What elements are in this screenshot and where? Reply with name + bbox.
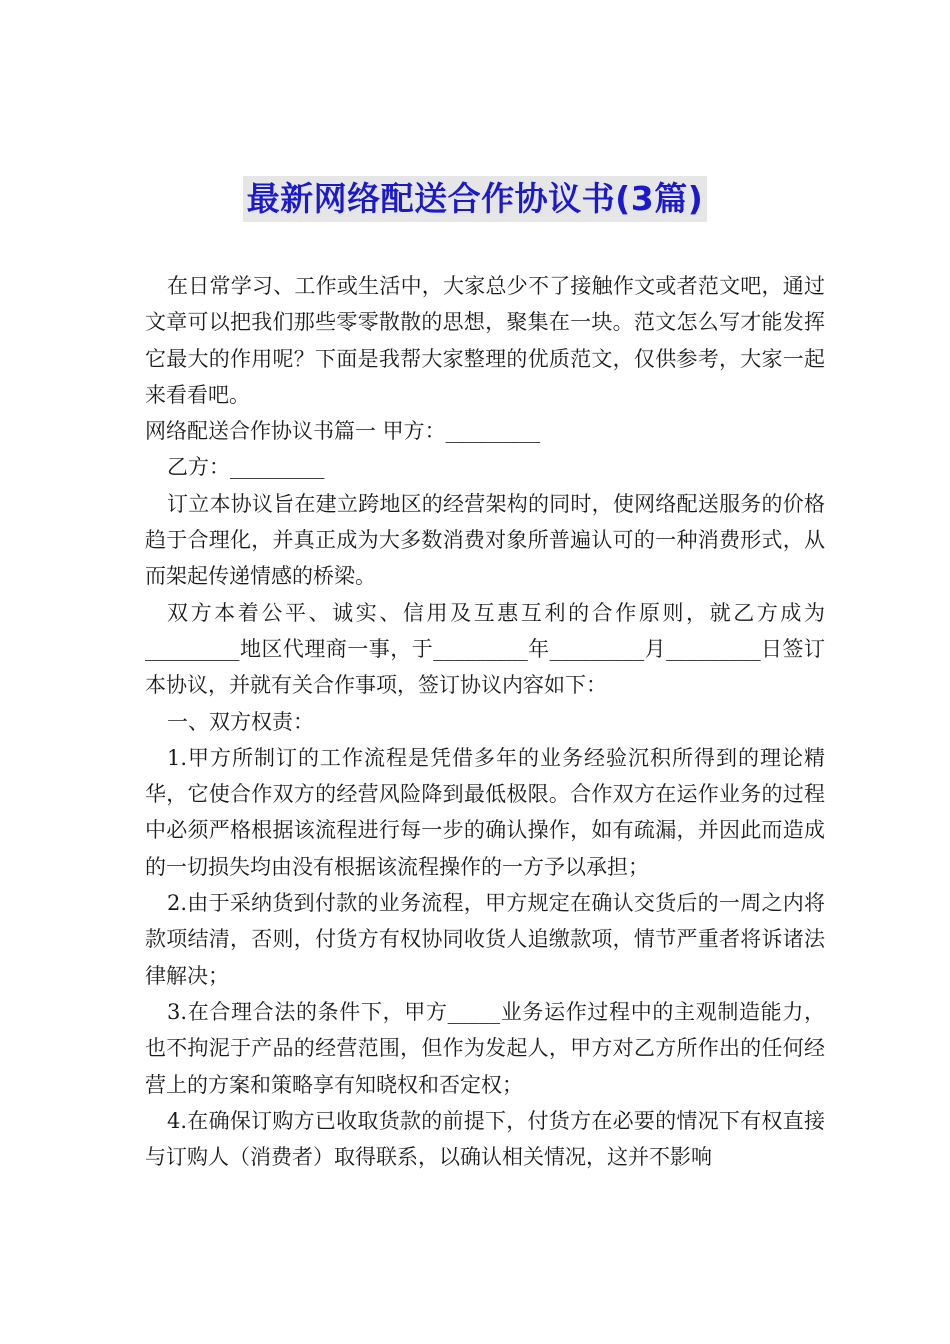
intro-paragraph: 在日常学习、工作或生活中，大家总少不了接触作文或者范文吧，通过文章可以把我们那些零零散散的思想，聚集在一块。范文怎么写才能发挥它最大的作用呢？下面是我帮大家整理的优质范文，仅供参考，大家一起来看看吧。 xyxy=(145,274,825,407)
section-heading-party-a: 网络配送合作协议书篇一 甲方：_________ xyxy=(145,419,541,444)
document-title: 最新网络配送合作协议书(3篇) xyxy=(243,176,708,222)
party-b-line: 乙方：_________ xyxy=(167,455,325,480)
title-wrapper xyxy=(0,176,950,222)
document-body xyxy=(145,268,825,1175)
clause-3: 3.在合理合法的条件下，甲方_____业务运作过程中的主观制造能力，也不拘泥于产品的经营范围，但作为发起人，甲方对乙方所作出的任何经营上的方案和策略享有知晓权和否定权； xyxy=(145,999,825,1097)
purpose-paragraph: 订立本协议旨在建立跨地区的经营架构的同时，使网络配送服务的价格趋于合理化，并真正成为大多数消费对象所普遍认可的一种消费形式，从而架起传递情感的桥梁。 xyxy=(145,491,825,589)
clause-4: 4.在确保订购方已收取货款的前提下，付货方在必要的情况下有权直接与订购人（消费者）取得联系，以确认相关情况，这并不影响 xyxy=(145,1108,825,1170)
clause-2: 2.由于采纳货到付款的业务流程，甲方规定在确认交货后的一周之内将款项结清，否则，付货方有权协同收货人追缴款项，情节严重者将诉诸法律解决； xyxy=(145,891,825,988)
principle-paragraph: 双方本着公平、诚实、信用及互惠互利的合作原则，就乙方成为_________地区代理商一事，于_________年_________月_________日签订本协议，并就有关合作事项，签订协议内容如下： xyxy=(145,600,825,698)
rights-heading: 一、双方权责： xyxy=(167,709,314,734)
clause-1: 1.甲方所制订的工作流程是凭借多年的业务经验沉积所得到的理论精华，它使合作双方的经营风险降到最低极限。合作双方在运作业务的过程中必须严格根据该流程进行每一步的确认操作，如有疏漏，并因此而造成的一切损失均由没有根据该流程操作的一方予以承担； xyxy=(145,745,825,879)
